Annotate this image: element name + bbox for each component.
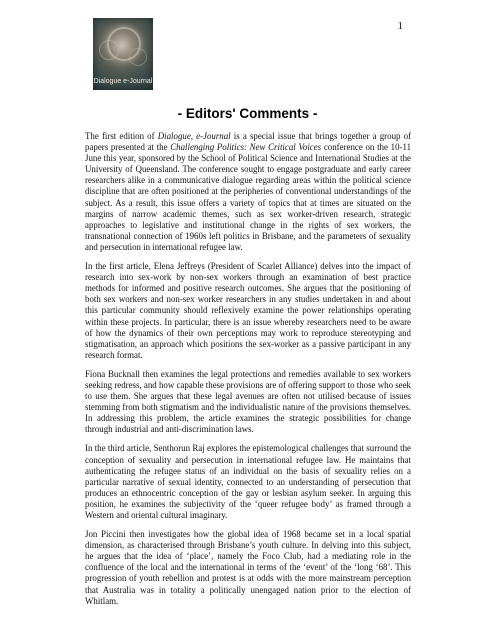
page-number: 1 bbox=[397, 20, 403, 32]
logo-ring-graphic-small bbox=[99, 40, 119, 60]
paragraph-jeffreys: In the first article, Elena Jeffreys (President of Scarlet Alliance) delves into the impact of research into sex-work by non-sex workers through an examination of best practice methods for informed and positive research outcomes. She argues that the positioning of both sex workers and non-sex worker researchers in any studies undertaken in and about this particular community should reflexively examine the power relationships operating within these projects. In particular, there is an issue whereby researchers need to be aware of how the dynamics of their own perceptions may work to reproduce stereotyping and stigmatisation, an approach which positions the sex-worker as a passive participant in any research format. bbox=[85, 261, 411, 360]
paragraph-raj: In the third article, Senthorun Raj explores the epistemological challenges that surround the conception of sexuality and persecution in international refugee law. He maintains that authenticating the refugee status of an individual on the basis of sexuality relies on a particular narrative of sexual identity, connected to an understanding of persecution that produces an ethnocentric conception of the gay or lesbian asylum seeker. In arguing this position, he examines the subjectivity of the ‘queer refugee body’ as framed through a Western and oriental cultural imaginary. bbox=[85, 443, 411, 520]
page-title: - Editors' Comments - bbox=[177, 106, 318, 121]
logo-ring-graphic-small-right bbox=[129, 48, 147, 66]
logo-text: Dialogue e-Journal bbox=[93, 78, 153, 85]
paragraph-piccini: Jon Piccini then investigates how the global idea of 1968 became set in a local spatial dimension, as characterised through Brisbane’s youth culture. In delving into this subject, he argues that the idea of ‘place’, namely the Foco Club, had a mediating role in the confluence of the local and the international in terms of the ‘event’ of the ‘long ‘68’. This progression of youth rebellion and protest is at odds with the more mainstream perception that Australia was in totality a politically unengaged nation prior to the election of Whitlam. bbox=[85, 529, 411, 606]
paragraph-intro bbox=[85, 131, 411, 253]
journal-logo bbox=[93, 18, 153, 90]
article-body bbox=[85, 131, 411, 615]
paragraph-intro-text-e: conference on the 10-11 June this year, sponsored by the School of Political Science and International Studies at the University of Queensland. The conference sought to engage postgraduate and early career researchers alike in a communicative dialogue regarding areas within the political science discipline that are often positioned at the peripheries of conventional understandings of the subject. As a result, this issue offers a variety of topics that at times are situated on the margins of narrow academic themes, such as sex worker-driven research, strategic approaches to legislative and institutional change in the rights of sex workers, the transnational connection of 1960s left politics in Brisbane, and the parameters of sexuality and persecution in international refugee law. bbox=[85, 142, 412, 252]
paragraph-intro-text-c: is a special issue that brings together a group of papers presented at the bbox=[85, 131, 411, 153]
paragraph-intro-text-a: The first edition of bbox=[85, 131, 158, 141]
journal-name-italic: Dialogue, e-Journal bbox=[157, 131, 231, 141]
conference-name-italic: Challenging Politics: New Critical Voices bbox=[170, 142, 322, 153]
paragraph-bucknall: Fiona Bucknall then examines the legal protections and remedies available to sex workers seeking redress, and how capable these provisions are of offering support to those who seek to use them. She argues that these legal avenues are often not utilised because of issues stemming from both stigmatism and the individualistic nature of the provisions themselves. In addressing this problem, the article examines the strategic possibilities for change through industrial and anti-discrimination laws. bbox=[85, 368, 411, 435]
